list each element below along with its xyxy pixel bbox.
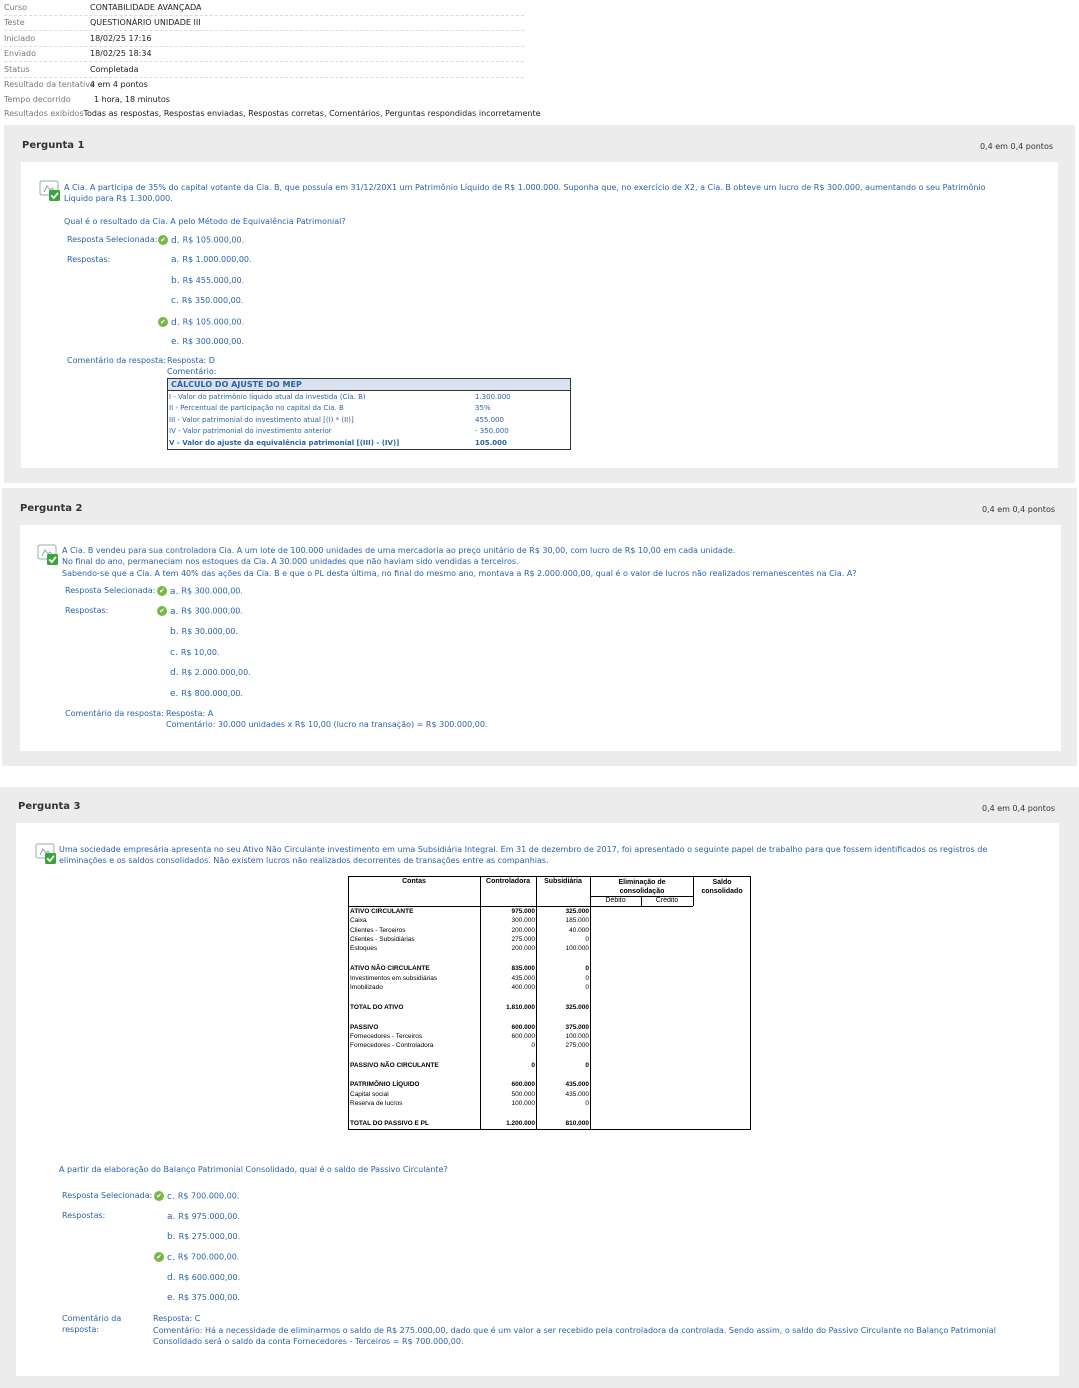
answer-option: ✔ a. R$ 300.000,00. <box>157 606 243 617</box>
worksheet-controladora-value: 975.000 <box>511 908 535 915</box>
answers-label: Respostas: <box>67 255 111 264</box>
worksheet-controladora-value: 600.000 <box>511 1033 535 1040</box>
worksheet-subsidiaria-value: 325.000 <box>565 1004 589 1011</box>
worksheet-subsidiaria-value: 0 <box>585 965 589 972</box>
answer-option: ✔ d. R$ 105.000,00. <box>158 317 244 328</box>
comment-answer: Resposta: C <box>153 1314 201 1323</box>
worksheet-subsidiaria-value: 40.000 <box>569 927 589 934</box>
worksheet-account: PASSIVO NÃO CIRCULANTE <box>350 1062 439 1069</box>
worksheet-subsidiaria-value: 435.000 <box>565 1081 589 1088</box>
worksheet-controladora-value: 0 <box>531 1062 535 1069</box>
answer-option: a. R$ 1.000.000,00. <box>171 255 252 265</box>
comment-text: Comentário: 30.000 unidades x R$ 10,00 (lucro na transação) = R$ 300.000,00. <box>166 720 488 729</box>
answers-label: Respostas: <box>65 606 109 615</box>
check-icon: ✔ <box>158 235 168 245</box>
question-text: A Cia. A participa de 35% do capital votante da Cia. B, que possuía em 31/12/20X1 um Patrimônio Líquido de R$ 1.000.000. Suponha que, no exercício de X2, a Cia. B obteve um lucro de R$ 300.000, aumentando o seu Patrimônio Líquido para R$ 1.300.000. <box>64 183 986 203</box>
selected-answer: ✔ c. R$ 700.000,00. <box>154 1191 239 1202</box>
worksheet-subsidiaria-value: 0 <box>585 936 589 943</box>
worksheet-account: Clientes - Subsidiárias <box>350 936 415 943</box>
question-correct-icon <box>39 180 63 202</box>
worksheet-account: Estoques <box>350 945 378 952</box>
worksheet-controladora-value: 600.000 <box>511 1081 535 1088</box>
worksheet-controladora-value: 300.000 <box>511 917 535 924</box>
question-prompt: A partir da elaboração do Balanço Patrimonial Consolidado, qual é o saldo de Passivo Circulante? <box>59 1165 448 1174</box>
answer-option: d. R$ 2.000.000,00. <box>170 668 251 678</box>
question-text: Uma sociedade empresária apresenta no seu Ativo Não Circulante investimento em uma Subsidiária Integral. Em 31 de dezembro de 2017, foi apresentado o seguinte papel de trabalho para que fossem identificados os registros de eliminações e os saldos consolidados. Não existem lucros não realizados decorrentes de transações entre as companhias. <box>59 845 988 865</box>
worksheet-controladora-value: 835.000 <box>511 965 535 972</box>
question-title: Pergunta 2 <box>20 503 83 514</box>
selected-answer: ✔ a. R$ 300.000,00. <box>157 586 243 597</box>
answer-option: c. R$ 10,00. <box>170 648 220 658</box>
comment-answer: Resposta: A <box>166 709 214 718</box>
worksheet-subsidiaria-value: 325.000 <box>565 908 589 915</box>
question-text-line: No final do ano, permaneciam nos estoques da Cia. A 30.000 unidades que não haviam sido vendidas a terceiros. <box>62 557 519 566</box>
worksheet-account: PATRIMÔNIO LÍQUIDO <box>350 1081 420 1088</box>
answer-option: b. R$ 275.000,00. <box>167 1232 241 1242</box>
worksheet-subsidiaria-value: 100.000 <box>565 1033 589 1040</box>
answer-option: b. R$ 455.000,00. <box>171 276 245 286</box>
worksheet-account: Investimentos em subsidiárias <box>350 975 438 982</box>
comment-answer: Resposta: D <box>167 356 215 365</box>
selected-answer: ✔ d. R$ 105.000,00. <box>158 235 244 246</box>
worksheet-account: TOTAL DO PASSIVO E PL <box>350 1120 429 1127</box>
question-points: 0,4 em 0,4 pontos <box>979 142 1053 151</box>
comment-text: Comentário: Há a necessidade de eliminarmos o saldo de R$ 275.000,00, dado que é um valor a ser recebido pela controladora da controlada. Sendo assim, o saldo do Passivo Circulante no Balanço Patrimonial Consolidado será o saldo da conta Fornecedores - Terceiros = R$ 700.000,00. <box>153 1326 996 1346</box>
summary-row: Status Completada <box>4 62 524 78</box>
summary-row: Enviado 18/02/25 18:34 <box>4 47 524 63</box>
worksheet-controladora-value: 100.000 <box>511 1100 535 1107</box>
comment-label: Comentário da <box>62 1314 122 1323</box>
divider <box>590 876 591 1130</box>
divider <box>348 906 693 907</box>
mep-row: II - Percentual de participação no capital da Cia. B 35% <box>169 404 491 413</box>
comment-label: Comentário da resposta: <box>65 709 164 718</box>
answer-option: e. R$ 375.000,00. <box>167 1293 240 1303</box>
worksheet-subsidiaria-value: 375.000 <box>565 1024 589 1031</box>
summary-row: Tempo decorrido 1 hora, 18 minutos <box>4 94 170 104</box>
worksheet-controladora-value: 500.000 <box>511 1091 535 1098</box>
mep-row: IV - Valor patrimonial do investimento anterior - 350.000 <box>169 427 509 436</box>
check-icon: ✔ <box>157 586 167 596</box>
col-header: Eliminação de consolidação <box>618 879 666 895</box>
check-icon: ✔ <box>154 1191 164 1201</box>
worksheet-account: PASSIVO <box>350 1024 379 1031</box>
question-correct-icon <box>37 544 61 566</box>
worksheet-account: Capital social <box>350 1091 389 1098</box>
worksheet-controladora-value: 600.000 <box>511 1024 535 1031</box>
worksheet-account: TOTAL DO ATIVO <box>350 1004 404 1011</box>
worksheet-controladora-value: 1.200.000 <box>506 1120 535 1127</box>
worksheet-subsidiaria-value: 100.000 <box>565 945 589 952</box>
answer-option: d. R$ 600.000,00. <box>167 1273 241 1283</box>
worksheet-subsidiaria-value: 275.000 <box>565 1042 589 1049</box>
worksheet-subsidiaria-value: 0 <box>585 975 589 982</box>
check-icon: ✔ <box>154 1252 164 1262</box>
check-icon: ✔ <box>157 606 167 616</box>
worksheet-subsidiaria-value: 0 <box>585 984 589 991</box>
question-points: 0,4 em 0,4 pontos <box>981 505 1055 514</box>
col-header: Crédito <box>655 897 679 904</box>
question-points: 0,4 em 0,4 pontos <box>981 804 1055 813</box>
worksheet-account: Fornecedores - Terceiros <box>350 1033 423 1040</box>
answer-option: c. R$ 350.000,00. <box>171 296 244 306</box>
summary-row: Teste QUESTIONÁRIO UNIDADE III <box>4 16 524 32</box>
answer-option: b. R$ 30.000,00. <box>170 627 239 637</box>
worksheet-account: ATIVO NÃO CIRCULANTE <box>350 965 430 972</box>
col-header: Controladora <box>486 878 530 885</box>
col-header: Saldo consolidado <box>701 879 743 895</box>
worksheet-controladora-value: 200.000 <box>511 945 535 952</box>
selected-answer-label: Resposta Selecionada: <box>65 586 156 595</box>
mep-calculation-table <box>167 378 571 450</box>
mep-row: I - Valor do patrimônio líquido atual da investida (Cia. B) 1.300.000 <box>169 392 511 401</box>
summary-row: Iniciado 18/02/25 17:16 <box>4 31 524 47</box>
col-header: Débito <box>605 897 626 904</box>
worksheet-subsidiaria-value: 0 <box>585 1062 589 1069</box>
answer-option: e. R$ 300.000,00. <box>171 337 244 347</box>
worksheet-controladora-value: 435.000 <box>511 975 535 982</box>
mep-title: CÁLCULO DO AJUSTE DO MEP <box>168 379 570 391</box>
worksheet-account: Clientes - Terceiros <box>350 927 406 934</box>
check-icon: ✔ <box>158 317 168 327</box>
comment-label: Comentário da resposta: <box>67 356 166 365</box>
question-text-line: A Cia. B vendeu para sua controladora Cia. A um lote de 100.000 unidades de uma mercadoria ao preço unitário de R$ 30,00, com lucro de R$ 10,00 em cada unidade. <box>62 546 736 555</box>
attempt-summary <box>4 0 541 121</box>
answer-option: e. R$ 800.000,00. <box>170 689 243 699</box>
comment-label: resposta: <box>62 1325 100 1334</box>
worksheet-subsidiaria-value: 435.000 <box>565 1091 589 1098</box>
worksheet-subsidiaria-value: 185.000 <box>565 917 589 924</box>
question-title: Pergunta 1 <box>22 140 85 151</box>
summary-row: Resultado da tentativa 4 em 4 pontos <box>4 80 148 90</box>
question-correct-icon <box>35 843 59 865</box>
comment-text: Comentário: <box>167 367 217 376</box>
worksheet-subsidiaria-value: 0 <box>585 1100 589 1107</box>
worksheet-controladora-value: 275.000 <box>511 936 535 943</box>
worksheet-controladora-value: 200.000 <box>511 927 535 934</box>
mep-row: V - Valor do ajuste da equivalência patrimonial [(III) - (IV)] 105.000 <box>169 438 507 447</box>
worksheet-account: Fornecedores - Controladora <box>350 1042 434 1049</box>
consolidation-worksheet <box>348 876 751 1130</box>
mep-row: III - Valor patrimonial do investimento atual [(I) * (II)] 455.000 <box>169 415 504 424</box>
question-title: Pergunta 3 <box>18 801 81 812</box>
worksheet-account: Reserva de lucros <box>350 1100 403 1107</box>
worksheet-account: ATIVO CIRCULANTE <box>350 908 414 915</box>
col-header: Subsidiária <box>544 878 582 885</box>
answers-label: Respostas: <box>62 1211 106 1220</box>
selected-answer-label: Resposta Selecionada: <box>62 1191 153 1200</box>
worksheet-controladora-value: 0 <box>531 1042 535 1049</box>
worksheet-controladora-value: 400.000 <box>511 984 535 991</box>
worksheet-controladora-value: 1.810.000 <box>506 1004 535 1011</box>
worksheet-subsidiaria-value: 810.000 <box>565 1120 589 1127</box>
answer-option: ✔ c. R$ 700.000,00. <box>154 1252 239 1263</box>
worksheet-account: Imobilizado <box>350 984 383 991</box>
question-prompt: Qual é o resultado da Cia. A pelo Método de Equivalência Patrimonial? <box>64 217 346 226</box>
divider <box>693 876 694 906</box>
selected-answer-label: Resposta Selecionada: <box>67 235 158 244</box>
question-text-line: Sabendo-se que a Cia. A tem 40% das ações da Cia. B e que o PL desta última, no final do mesmo ano, montava a R$ 2.000.000,00, qual é o valor de lucros não realizados remanescentes na Cia. A? <box>62 569 857 578</box>
summary-row: Curso CONTABILIDADE AVANÇADA <box>4 0 524 16</box>
col-header: Contas <box>402 878 426 885</box>
worksheet-account: Caixa <box>350 917 367 924</box>
question-2-panel <box>2 488 1077 766</box>
answer-option: a. R$ 975.000,00. <box>167 1212 240 1222</box>
summary-row: Resultados exibidos Todas as respostas, Respostas enviadas, Respostas corretas, Comentários, Perguntas respondidas incorretamente <box>4 109 541 119</box>
